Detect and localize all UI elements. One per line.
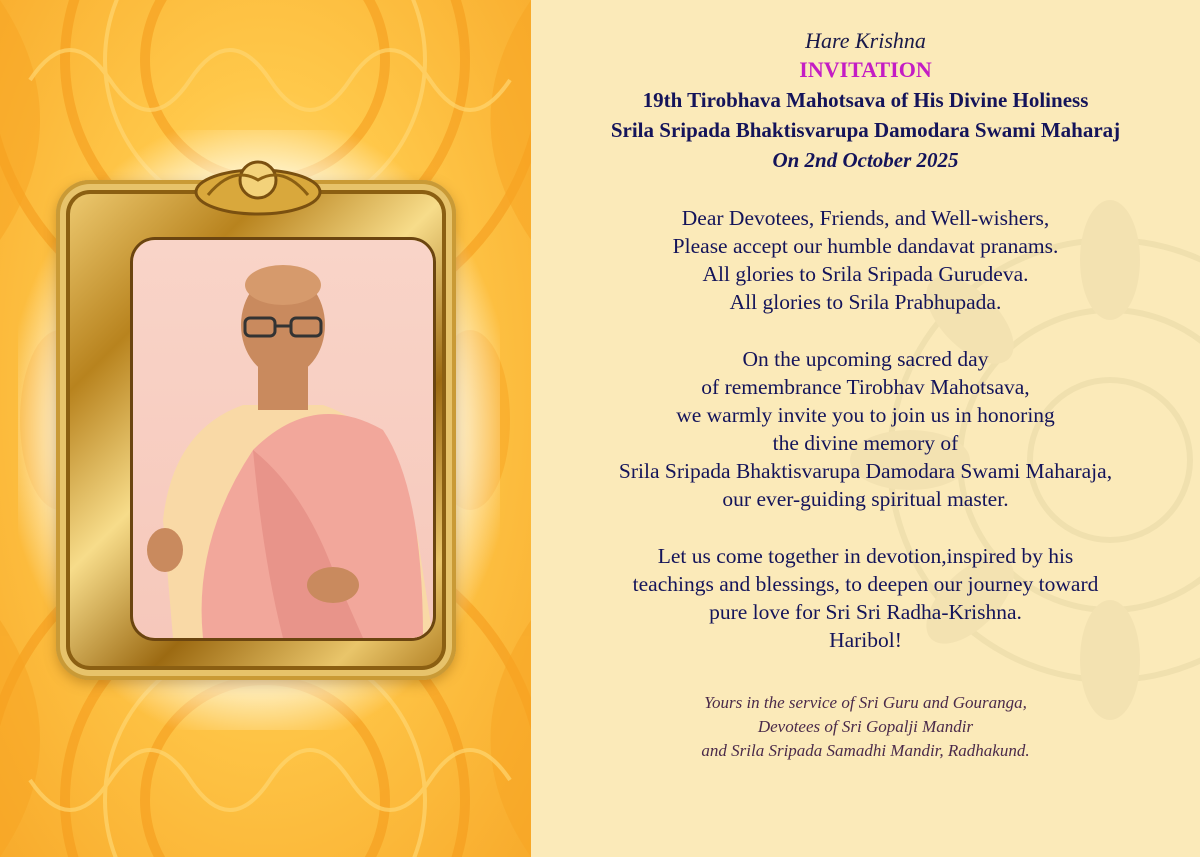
body-line: the divine memory of	[772, 431, 959, 455]
body-line: All glories to Srila Prabhupada.	[729, 290, 1002, 314]
signature-block	[531, 691, 1200, 763]
photo-frame	[38, 150, 480, 710]
body-line: On the upcoming sacred day	[742, 347, 989, 371]
paragraph-closing	[531, 542, 1200, 654]
title-line-2: Srila Sripada Bhaktisvarupa Damodara Swami Maharaj	[610, 118, 1121, 142]
title-line-1: 19th Tirobhava Mahotsava of His Divine Holiness	[642, 88, 1089, 112]
greeting: Hare Krishna	[805, 28, 926, 53]
body-line: Let us come together in devotion,inspired by his	[657, 544, 1074, 568]
invitation-heading: INVITATION	[799, 57, 932, 82]
signature-line: Yours in the service of Sri Guru and Gouranga,	[704, 693, 1027, 712]
invitation-text	[531, 27, 1200, 763]
body-line: Please accept our humble dandavat pranams.	[672, 234, 1059, 258]
body-line: Haribol!	[829, 628, 902, 652]
decorative-left-panel	[0, 0, 531, 857]
guru-portrait	[133, 240, 433, 638]
body-line: Srila Sripada Bhaktisvarupa Damodara Swami Maharaja,	[618, 459, 1113, 483]
paragraph-greeting	[531, 204, 1200, 316]
frame-crest-ornament	[188, 150, 328, 220]
invitation-panel	[531, 0, 1200, 857]
event-date: On 2nd October 2025	[772, 148, 959, 172]
body-line: Dear Devotees, Friends, and Well-wishers,	[681, 206, 1050, 230]
signature-line: and Srila Sripada Samadhi Mandir, Radhakund.	[701, 741, 1030, 760]
body-line: pure love for Sri Sri Radha-Krishna.	[709, 600, 1022, 624]
paragraph-invitation	[531, 345, 1200, 513]
body-line: All glories to Srila Sripada Gurudeva.	[702, 262, 1029, 286]
body-line: teachings and blessings, to deepen our journey toward	[632, 572, 1099, 596]
body-line: our ever-guiding spiritual master.	[722, 487, 1009, 511]
body-line: we warmly invite you to join us in honoring	[676, 403, 1055, 427]
signature-line: Devotees of Sri Gopalji Mandir	[757, 717, 974, 736]
body-line: of remembrance Tirobhav Mahotsava,	[701, 375, 1030, 399]
